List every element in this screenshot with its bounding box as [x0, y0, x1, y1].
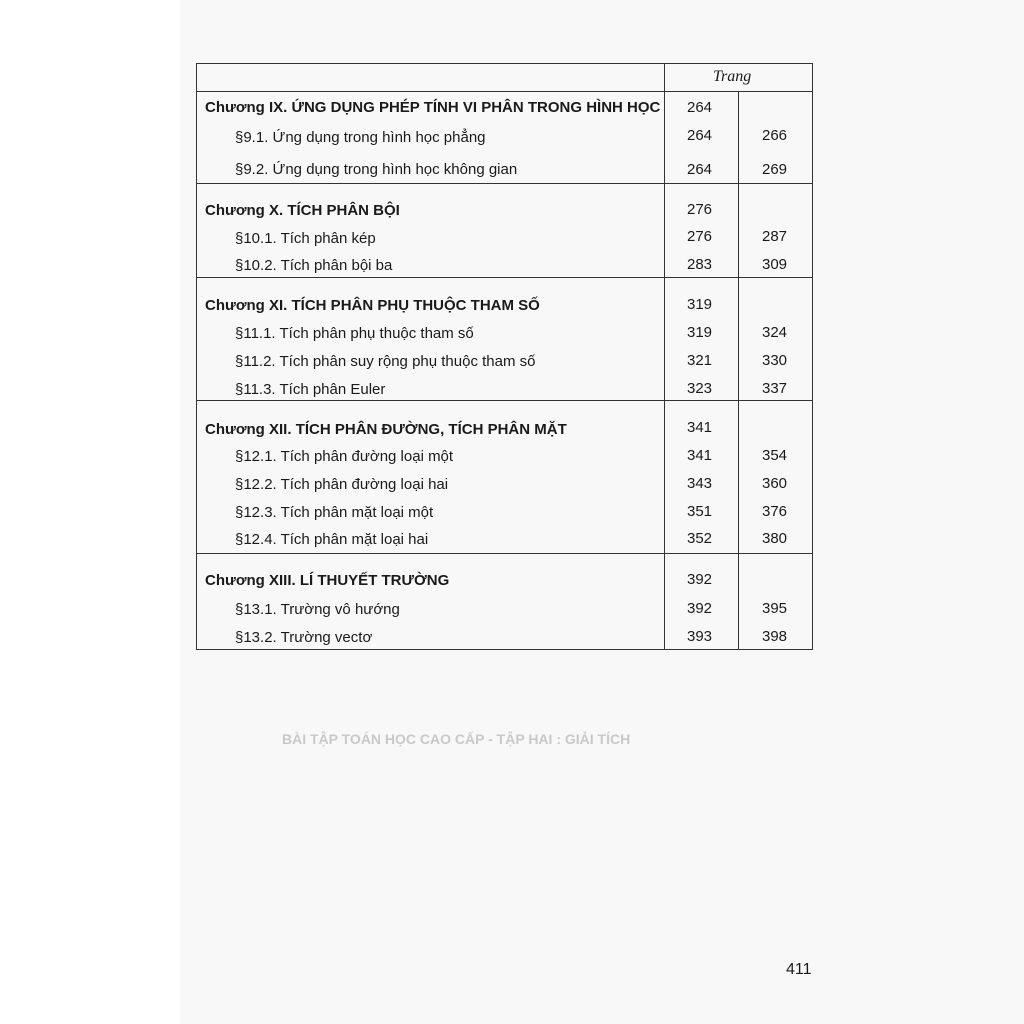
section-title: §13.1. Trường vô hướng — [235, 601, 400, 618]
chapter-divider — [197, 183, 812, 184]
section-page-answer: 266 — [762, 127, 788, 144]
chapter-title: Chương X. TÍCH PHÂN BỘI — [205, 202, 400, 219]
section-title: §11.3. Tích phân Euler — [235, 381, 386, 398]
section-title: §13.2. Trường vectơ — [235, 629, 373, 646]
section-title: §12.3. Tích phân mặt loại một — [235, 504, 434, 521]
column-divider-2 — [738, 91, 739, 649]
section-title: §10.2. Tích phân bội ba — [235, 257, 393, 274]
section-title: §9.2. Ứng dụng trong hình học không gian — [235, 161, 518, 178]
section-page-answer: 337 — [762, 380, 788, 397]
chapter-page: 276 — [687, 201, 713, 218]
section-title: §9.1. Ứng dụng trong hình học phẳng — [235, 129, 486, 146]
section-title: §12.1. Tích phân đường loại một — [235, 448, 454, 465]
header-divider — [197, 91, 812, 92]
chapter-title: Chương XIII. LÍ THUYẾT TRƯỜNG — [205, 572, 450, 589]
page-number: 411 — [786, 961, 812, 978]
section-page-exercise: 351 — [687, 503, 713, 520]
section-page-exercise: 352 — [687, 530, 713, 547]
chapter-title: Chương XII. TÍCH PHÂN ĐƯỜNG, TÍCH PHÂN MẶT — [205, 421, 567, 438]
section-title: §12.4. Tích phân mặt loại hai — [235, 531, 429, 548]
section-page-answer: 398 — [762, 628, 788, 645]
trang-header: Trang — [713, 68, 752, 85]
section-page-answer: 380 — [762, 530, 788, 547]
chapter-divider — [197, 553, 812, 554]
column-divider-1 — [664, 64, 665, 649]
chapter-divider — [197, 400, 812, 401]
table-of-contents — [196, 63, 813, 650]
section-page-exercise: 392 — [687, 600, 713, 617]
section-page-answer: 376 — [762, 503, 788, 520]
show-through-title: BÀI TẬP TOÁN HỌC CAO CẤP - TẬP HAI : GIẢI TÍCH — [282, 731, 631, 747]
section-page-answer: 330 — [762, 352, 788, 369]
chapter-page: 341 — [687, 419, 713, 436]
section-page-exercise: 343 — [687, 475, 713, 492]
section-title: §11.2. Tích phân suy rộng phụ thuộc tham số — [235, 353, 536, 370]
section-page-exercise: 319 — [687, 324, 713, 341]
section-page-exercise: 393 — [687, 628, 713, 645]
chapter-title: Chương IX. ỨNG DỤNG PHÉP TÍNH VI PHÂN TRONG HÌNH HỌC — [205, 99, 661, 116]
section-page-exercise: 264 — [687, 161, 713, 178]
section-page-exercise: 323 — [687, 380, 713, 397]
section-title: §10.1. Tích phân kép — [235, 230, 376, 247]
section-page-exercise: 321 — [687, 352, 713, 369]
chapter-page: 392 — [687, 571, 713, 588]
section-title: §11.1. Tích phân phụ thuộc tham số — [235, 325, 474, 342]
chapter-title: Chương XI. TÍCH PHÂN PHỤ THUỘC THAM SỐ — [205, 297, 540, 314]
section-page-exercise: 264 — [687, 127, 713, 144]
section-page-answer: 360 — [762, 475, 788, 492]
section-page-answer: 395 — [762, 600, 788, 617]
section-page-answer: 324 — [762, 324, 788, 341]
chapter-page: 319 — [687, 296, 713, 313]
chapter-page: 264 — [687, 99, 713, 116]
section-page-answer: 354 — [762, 447, 788, 464]
chapter-divider — [197, 277, 812, 278]
section-page-answer: 287 — [762, 228, 788, 245]
section-page-answer: 309 — [762, 256, 788, 273]
section-page-exercise: 276 — [687, 228, 713, 245]
section-page-exercise: 341 — [687, 447, 713, 464]
section-page-exercise: 283 — [687, 256, 713, 273]
section-title: §12.2. Tích phân đường loại hai — [235, 476, 449, 493]
section-page-answer: 269 — [762, 161, 788, 178]
